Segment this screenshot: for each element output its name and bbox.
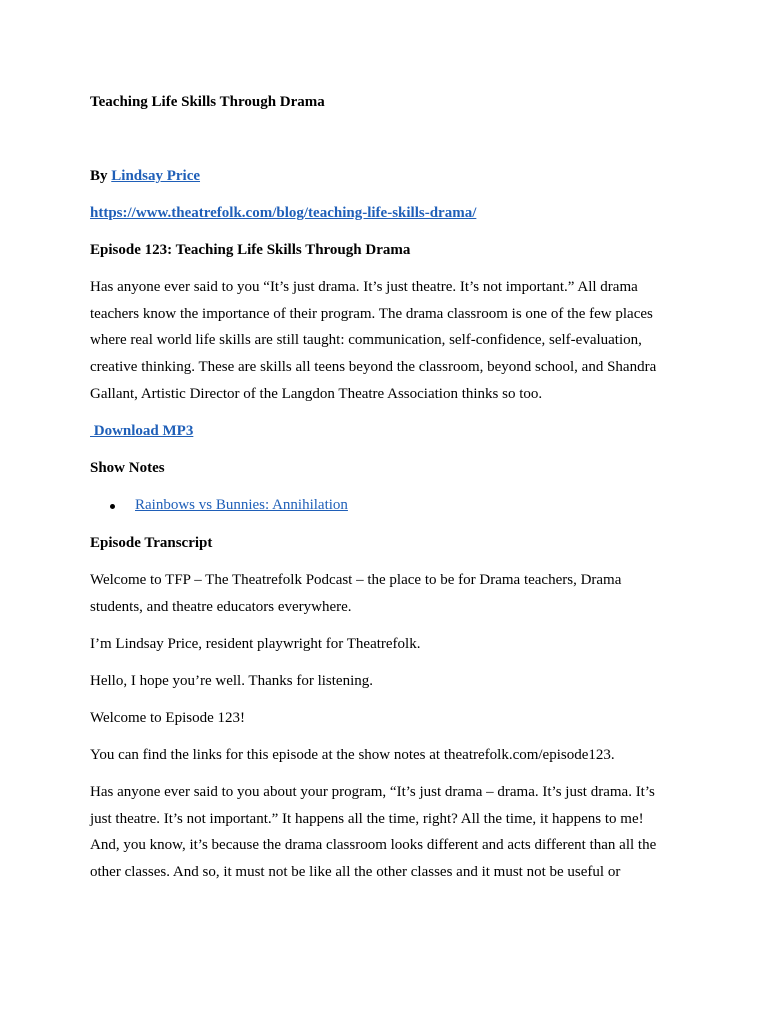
show-notes-heading: Show Notes [90,460,165,476]
transcript-line: other classes. And so, it must not be like all the other classes and it must not be useful or [90,864,621,881]
transcript-paragraph-3: Hello, I hope you’re well. Thanks for listening. [90,673,373,689]
author-link[interactable]: Lindsay Price [111,168,201,184]
transcript-line: students, and theatre educators everywhere. [90,598,352,615]
document-title: Teaching Life Skills Through Drama [90,94,325,110]
download-line [90,421,193,441]
byline [90,166,200,186]
intro-line: teachers know the importance of their program. The drama classroom is one of the few places [90,305,653,322]
article-url-line [90,203,476,223]
transcript-paragraph-4: Welcome to Episode 123! [90,710,246,726]
transcript-heading: Episode Transcript [90,535,213,551]
show-notes-item [135,495,348,515]
transcript-paragraph-6 [90,779,670,886]
download-mp3-link[interactable]: Download MP3 [90,423,194,439]
byline-prefix: By [90,168,112,184]
intro-line: Gallant, Artistic Director of the Langdon Theatre Association thinks so too. [90,385,543,402]
intro-line: creative thinking. These are skills all teens beyond the classroom, beyond school, and Shandra [90,359,657,376]
transcript-line: Welcome to TFP – The Theatrefolk Podcast – the place to be for Drama teachers, Drama [90,572,622,588]
transcript-paragraph-1 [90,567,670,620]
article-url-link[interactable]: https://www.theatrefolk.com/blog/teaching-life-skills-drama/ [90,205,477,221]
intro-line: Has anyone ever said to you “It’s just drama. It’s just theatre. It’s not important.” All drama [90,279,638,295]
intro-line: where real world life skills are still taught: communication, self-confidence, self-evaluation, [90,332,642,349]
transcript-paragraph-5: You can find the links for this episode at the show notes at theatrefolk.com/episode123. [90,747,615,763]
bullet-icon [110,504,115,509]
episode-heading: Episode 123: Teaching Life Skills Through Drama [90,242,411,258]
transcript-line: And, you know, it’s because the drama classroom looks different and acts different than all the [90,837,657,854]
show-notes-item-link[interactable]: Rainbows vs Bunnies: Annihilation [135,497,348,513]
transcript-line: Has anyone ever said to you about your program, “It’s just drama – drama. It’s just drama. It’s [90,784,655,800]
transcript-line: just theatre. It’s not important.” It happens all the time, right? All the time, it happens to me! [90,810,644,827]
intro-paragraph [90,274,670,408]
transcript-paragraph-2: I’m Lindsay Price, resident playwright for Theatrefolk. [90,636,421,652]
